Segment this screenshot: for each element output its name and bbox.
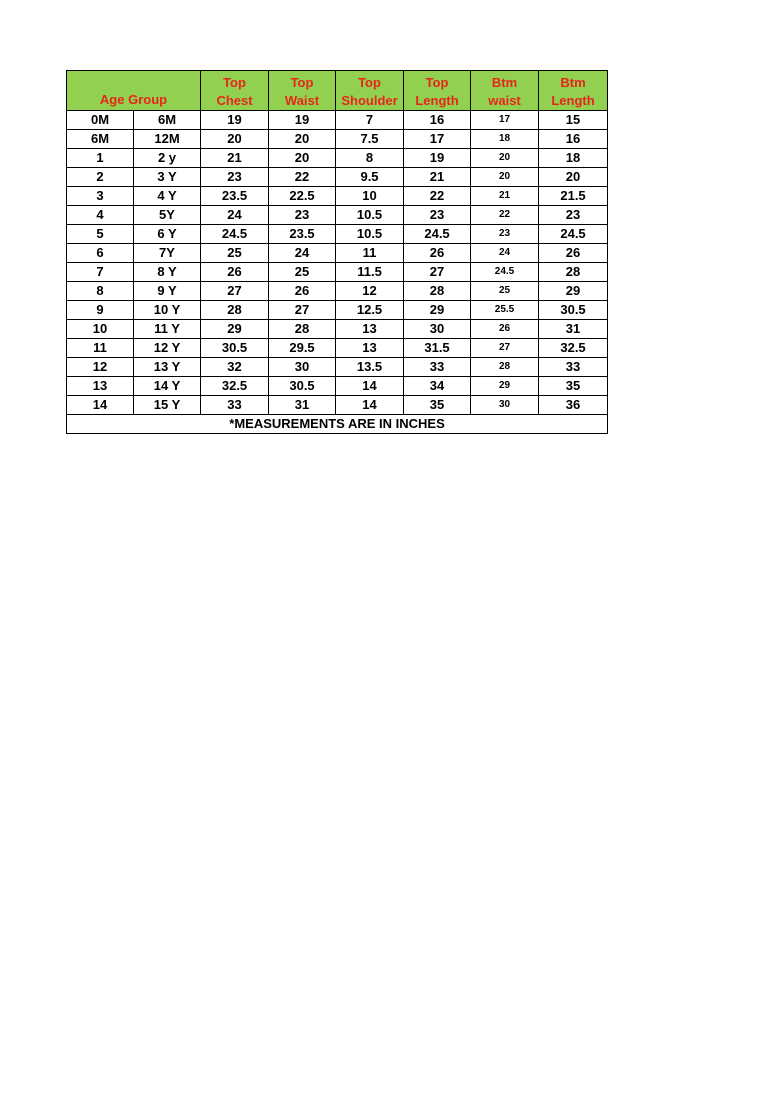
- cell-top-length: 31.5: [404, 339, 471, 358]
- cell-age-from: 0M: [67, 111, 134, 130]
- cell-top-length: 21: [404, 168, 471, 187]
- cell-top-waist: 20: [269, 130, 336, 149]
- cell-age-to: 10 Y: [134, 301, 201, 320]
- cell-age-to: 12 Y: [134, 339, 201, 358]
- cell-top-shoulder: 13: [336, 339, 404, 358]
- cell-top-shoulder: 9.5: [336, 168, 404, 187]
- cell-btm-waist: 26: [471, 320, 539, 339]
- cell-top-chest: 24.5: [201, 225, 269, 244]
- cell-top-length: 34: [404, 377, 471, 396]
- cell-top-shoulder: 7: [336, 111, 404, 130]
- cell-age-from: 11: [67, 339, 134, 358]
- cell-btm-length: 18: [539, 149, 608, 168]
- cell-btm-length: 20: [539, 168, 608, 187]
- cell-top-shoulder: 12: [336, 282, 404, 301]
- cell-top-waist: 23: [269, 206, 336, 225]
- cell-age-to: 7Y: [134, 244, 201, 263]
- cell-age-to: 8 Y: [134, 263, 201, 282]
- cell-top-length: 33: [404, 358, 471, 377]
- cell-age-to: 6 Y: [134, 225, 201, 244]
- cell-top-shoulder: 12.5: [336, 301, 404, 320]
- cell-top-waist: 25: [269, 263, 336, 282]
- cell-top-shoulder: 8: [336, 149, 404, 168]
- cell-top-waist: 30: [269, 358, 336, 377]
- cell-btm-waist: 20: [471, 149, 539, 168]
- table-row: [67, 301, 608, 320]
- header-top-waist: Top Waist: [269, 71, 336, 111]
- measurement-note: *MEASUREMENTS ARE IN INCHES: [67, 415, 608, 434]
- cell-top-waist: 27: [269, 301, 336, 320]
- cell-age-to: 5Y: [134, 206, 201, 225]
- cell-btm-waist: 22: [471, 206, 539, 225]
- cell-btm-length: 24.5: [539, 225, 608, 244]
- cell-age-from: 7: [67, 263, 134, 282]
- cell-btm-length: 36: [539, 396, 608, 415]
- cell-top-waist: 23.5: [269, 225, 336, 244]
- cell-age-from: 1: [67, 149, 134, 168]
- cell-top-waist: 30.5: [269, 377, 336, 396]
- cell-top-shoulder: 14: [336, 396, 404, 415]
- cell-btm-waist: 25.5: [471, 301, 539, 320]
- cell-age-to: 3 Y: [134, 168, 201, 187]
- table-header: [67, 71, 608, 111]
- cell-btm-waist: 18: [471, 130, 539, 149]
- cell-top-waist: 24: [269, 244, 336, 263]
- cell-age-from: 5: [67, 225, 134, 244]
- cell-top-length: 22: [404, 187, 471, 206]
- cell-btm-length: 28: [539, 263, 608, 282]
- header-top-length: Top Length: [404, 71, 471, 111]
- cell-top-shoulder: 10.5: [336, 206, 404, 225]
- cell-btm-length: 30.5: [539, 301, 608, 320]
- cell-top-shoulder: 14: [336, 377, 404, 396]
- cell-age-to: 15 Y: [134, 396, 201, 415]
- cell-top-length: 24.5: [404, 225, 471, 244]
- header-top-chest: Top Chest: [201, 71, 269, 111]
- cell-btm-waist: 21: [471, 187, 539, 206]
- cell-top-chest: 26: [201, 263, 269, 282]
- cell-btm-length: 33: [539, 358, 608, 377]
- cell-top-chest: 32.5: [201, 377, 269, 396]
- header-btm-length: Btm Length: [539, 71, 608, 111]
- cell-top-waist: 29.5: [269, 339, 336, 358]
- cell-btm-waist: 29: [471, 377, 539, 396]
- cell-top-length: 35: [404, 396, 471, 415]
- cell-btm-waist: 24.5: [471, 263, 539, 282]
- size-chart-table: [66, 70, 608, 434]
- cell-top-chest: 30.5: [201, 339, 269, 358]
- cell-btm-waist: 17: [471, 111, 539, 130]
- cell-btm-length: 23: [539, 206, 608, 225]
- cell-btm-waist: 24: [471, 244, 539, 263]
- cell-age-from: 10: [67, 320, 134, 339]
- cell-age-to: 6M: [134, 111, 201, 130]
- cell-top-chest: 23: [201, 168, 269, 187]
- cell-top-chest: 19: [201, 111, 269, 130]
- cell-top-chest: 24: [201, 206, 269, 225]
- table-footer: [67, 415, 608, 434]
- cell-top-shoulder: 7.5: [336, 130, 404, 149]
- cell-top-shoulder: 11.5: [336, 263, 404, 282]
- table-row: [67, 339, 608, 358]
- cell-age-to: 11 Y: [134, 320, 201, 339]
- cell-top-length: 30: [404, 320, 471, 339]
- cell-btm-waist: 25: [471, 282, 539, 301]
- header-btm-waist: Btm waist: [471, 71, 539, 111]
- cell-btm-length: 31: [539, 320, 608, 339]
- cell-top-length: 29: [404, 301, 471, 320]
- cell-age-from: 14: [67, 396, 134, 415]
- cell-top-length: 17: [404, 130, 471, 149]
- cell-age-to: 13 Y: [134, 358, 201, 377]
- cell-age-from: 9: [67, 301, 134, 320]
- cell-age-from: 3: [67, 187, 134, 206]
- table-row: [67, 263, 608, 282]
- cell-top-chest: 25: [201, 244, 269, 263]
- cell-age-to: 12M: [134, 130, 201, 149]
- table-row: [67, 187, 608, 206]
- cell-top-waist: 26: [269, 282, 336, 301]
- cell-top-waist: 22.5: [269, 187, 336, 206]
- cell-age-from: 6: [67, 244, 134, 263]
- cell-btm-waist: 30: [471, 396, 539, 415]
- cell-top-length: 26: [404, 244, 471, 263]
- header-top-shoulder: Top Shoulder: [336, 71, 404, 111]
- cell-btm-length: 15: [539, 111, 608, 130]
- cell-btm-length: 29: [539, 282, 608, 301]
- table-row: [67, 206, 608, 225]
- cell-btm-waist: 27: [471, 339, 539, 358]
- cell-age-from: 4: [67, 206, 134, 225]
- table-row: [67, 149, 608, 168]
- cell-top-chest: 20: [201, 130, 269, 149]
- table-row: [67, 225, 608, 244]
- table-row: [67, 358, 608, 377]
- cell-top-chest: 27: [201, 282, 269, 301]
- cell-age-to: 14 Y: [134, 377, 201, 396]
- cell-age-from: 8: [67, 282, 134, 301]
- cell-age-from: 12: [67, 358, 134, 377]
- cell-top-length: 23: [404, 206, 471, 225]
- cell-btm-length: 21.5: [539, 187, 608, 206]
- table-body: [67, 111, 608, 415]
- cell-top-shoulder: 10: [336, 187, 404, 206]
- cell-top-length: 27: [404, 263, 471, 282]
- cell-top-length: 28: [404, 282, 471, 301]
- cell-age-from: 6M: [67, 130, 134, 149]
- table-row: [67, 168, 608, 187]
- table-row: [67, 377, 608, 396]
- cell-btm-length: 26: [539, 244, 608, 263]
- cell-top-waist: 22: [269, 168, 336, 187]
- header-age-group: [67, 71, 201, 111]
- table-row: [67, 244, 608, 263]
- cell-top-shoulder: 13: [336, 320, 404, 339]
- table-row: [67, 130, 608, 149]
- cell-age-to: 4 Y: [134, 187, 201, 206]
- cell-top-shoulder: 10.5: [336, 225, 404, 244]
- cell-age-to: 9 Y: [134, 282, 201, 301]
- cell-btm-length: 16: [539, 130, 608, 149]
- cell-age-from: 2: [67, 168, 134, 187]
- cell-top-chest: 32: [201, 358, 269, 377]
- cell-top-length: 16: [404, 111, 471, 130]
- cell-top-chest: 23.5: [201, 187, 269, 206]
- cell-top-chest: 28: [201, 301, 269, 320]
- table-row: [67, 396, 608, 415]
- cell-top-chest: 29: [201, 320, 269, 339]
- cell-age-from: 13: [67, 377, 134, 396]
- cell-top-length: 19: [404, 149, 471, 168]
- cell-top-waist: 28: [269, 320, 336, 339]
- cell-top-waist: 31: [269, 396, 336, 415]
- table-row: [67, 282, 608, 301]
- cell-top-chest: 33: [201, 396, 269, 415]
- cell-btm-waist: 20: [471, 168, 539, 187]
- cell-btm-length: 35: [539, 377, 608, 396]
- cell-btm-waist: 23: [471, 225, 539, 244]
- cell-top-chest: 21: [201, 149, 269, 168]
- cell-top-shoulder: 13.5: [336, 358, 404, 377]
- cell-btm-waist: 28: [471, 358, 539, 377]
- header-age-group-label: Age Group: [99, 92, 168, 107]
- cell-top-shoulder: 11: [336, 244, 404, 263]
- cell-top-waist: 20: [269, 149, 336, 168]
- table-row: [67, 111, 608, 130]
- table-row: [67, 320, 608, 339]
- footer-row: [67, 415, 608, 434]
- cell-top-waist: 19: [269, 111, 336, 130]
- cell-age-to: 2 y: [134, 149, 201, 168]
- cell-btm-length: 32.5: [539, 339, 608, 358]
- header-row: [67, 71, 608, 111]
